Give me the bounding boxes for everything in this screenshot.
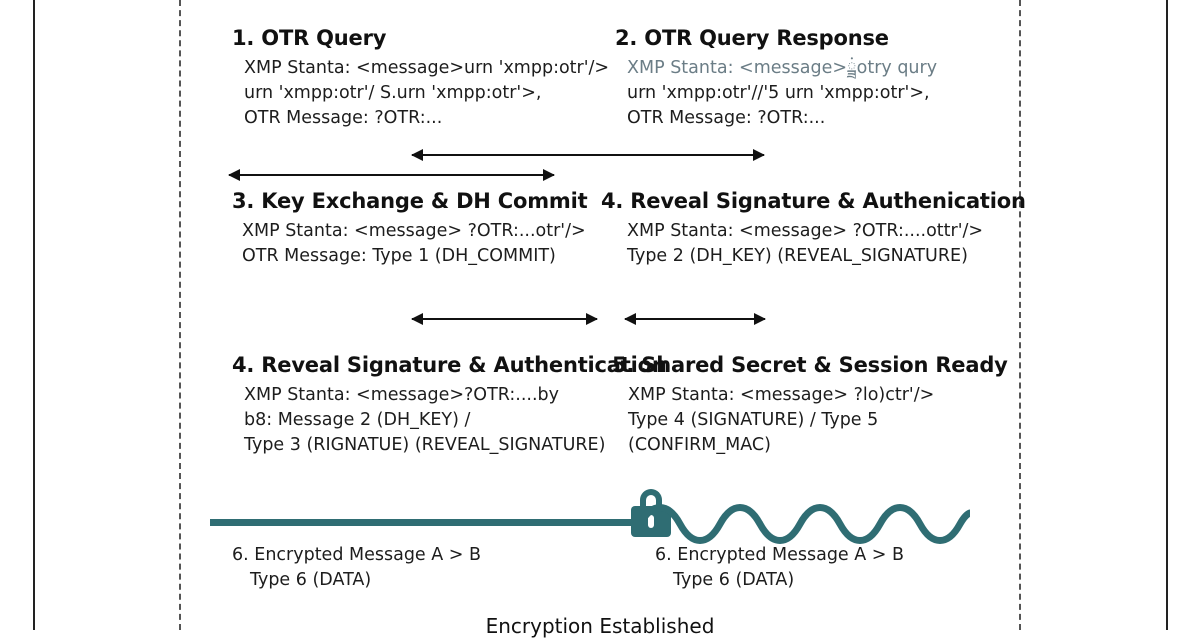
step-3-line-2: OTR Message: Type 1 (DH_COMMIT)	[242, 246, 556, 266]
step-3-lines	[232, 219, 587, 269]
encrypted-left-label	[232, 543, 481, 593]
step-1-line-2: urn 'xmpp:otr'/ S.urn 'xmpp:otr'>,	[244, 83, 542, 103]
page-border-left	[33, 0, 35, 630]
party-a-lifeline	[179, 0, 181, 630]
step-4-left-lines	[232, 383, 667, 458]
step-4-right-block	[601, 189, 1026, 269]
step-4-right-lines	[601, 219, 1026, 269]
page-border-right	[1166, 0, 1168, 630]
encrypted-right-label	[655, 543, 904, 593]
step-4-right-heading: 4. Reveal Signature & Authenication	[601, 189, 1026, 213]
encrypted-right-line-1: 6. Encrypted Message A > B	[655, 545, 905, 565]
footer-caption: Encryption Established	[485, 614, 715, 638]
step-4-right-line-1: XMP Stanta: <message> ?OTR:....ottr'/>	[627, 221, 984, 241]
step-5-line-3: (CONFIRM_MAC)	[628, 435, 771, 455]
step-2-heading: 2. OTR Query Response	[615, 26, 889, 50]
clipped-title	[0, 0, 1200, 2]
party-b-lifeline	[1019, 0, 1021, 630]
step-5-line-1: XMP Stanta: <message> ?lo)ctr'/>	[628, 385, 935, 405]
step-1-line-1: XMP Stanta: <message>urn 'xmpp:otr'/>	[244, 58, 610, 78]
step-3-line-1: XMP Stanta: <message> ?OTR:...otr'/>	[242, 221, 586, 241]
step-5-heading: 5. Shared Secret & Session Ready	[612, 353, 1008, 377]
step-1-block	[232, 26, 609, 131]
step-1-heading: 1. OTR Query	[232, 26, 387, 50]
encrypted-left-line-1: 6. Encrypted Message A > B	[232, 545, 482, 565]
arrow-dh-commit	[412, 318, 597, 320]
plain-channel-bar	[210, 519, 635, 526]
step-2-block	[615, 26, 937, 131]
step-2-line-1: XMP Stanta: <message>ྯ̇otry qury	[627, 58, 938, 78]
encrypted-right-line-2: Type 6 (DATA)	[673, 570, 795, 590]
step-1-lines	[232, 56, 609, 131]
step-2-line-3: OTR Message: ?OTR:...	[627, 108, 826, 128]
step-2-line-2: urn 'xmpp:otr'//'5 urn 'xmpp:otr'>,	[627, 83, 930, 103]
step-4-right-line-2: Type 2 (DH_KEY) (REVEAL_SIGNATURE)	[627, 246, 968, 266]
step-5-line-2: Type 4 (SIGNATURE) / Type 5	[628, 410, 879, 430]
step-4-left-line-3: Type 3 (RIGNATUE) (REVEAL_SIGNATURE)	[244, 435, 606, 455]
step-3-heading: 3. Key Exchange & DH Commit	[232, 189, 588, 213]
step-3-block	[232, 189, 587, 269]
step-2-lines	[615, 56, 937, 131]
step-5-block	[612, 353, 1008, 458]
encrypted-wave-icon	[640, 494, 970, 544]
step-1-line-3: OTR Message: ?OTR:...	[244, 108, 443, 128]
arrow-reveal-signature	[625, 318, 765, 320]
step-4-left-block	[232, 353, 667, 458]
step-5-lines	[612, 383, 1008, 458]
step-4-left-heading: 4. Reveal Signature & Authentication	[232, 353, 667, 377]
step-4-left-line-2: b8: Message 2 (DH_KEY) /	[244, 410, 471, 430]
arrow-key-exchange	[229, 174, 554, 176]
step-4-left-line-1: XMP Stanta: <message>?OTR:....by	[244, 385, 559, 405]
encrypted-left-line-2: Type 6 (DATA)	[250, 570, 372, 590]
arrow-query-exchange	[412, 154, 764, 156]
